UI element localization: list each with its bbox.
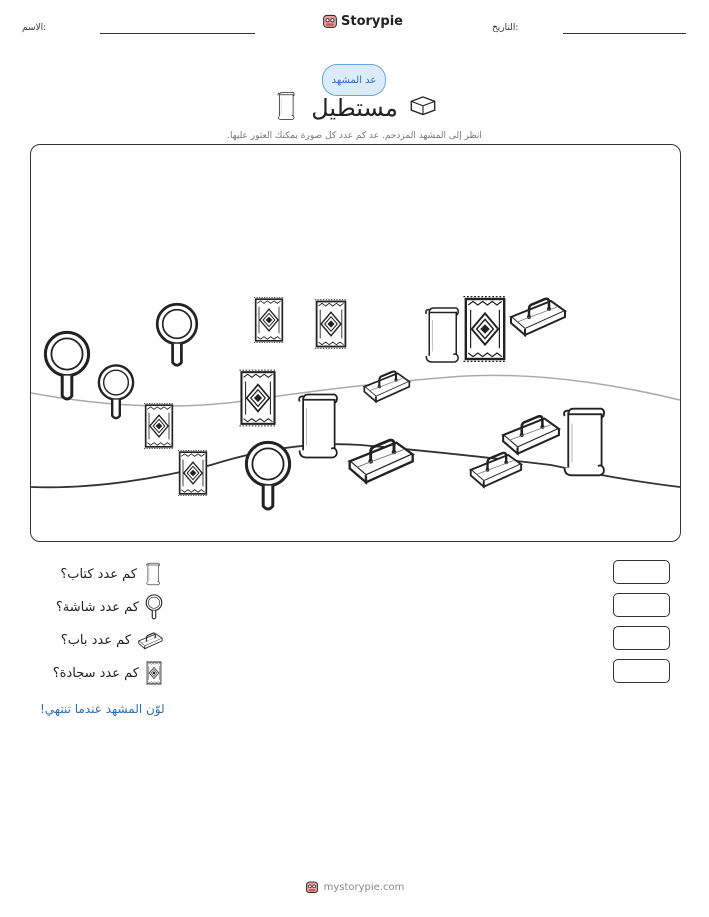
date-line[interactable] <box>563 33 686 34</box>
question-text: كم عدد باب؟ <box>60 632 131 648</box>
rug-icon <box>239 370 276 426</box>
question-text: كم عدد سجادة؟ <box>52 665 139 681</box>
question-row <box>53 661 163 685</box>
scroll-icon <box>564 409 604 476</box>
iron-icon <box>511 299 565 335</box>
question-row <box>60 562 163 586</box>
date-label: التاريخ: <box>492 23 519 33</box>
footer-url[interactable]: mystorypie.com <box>323 881 405 893</box>
mirror-icon <box>157 304 197 365</box>
rug-icon <box>315 300 347 349</box>
rug-icon <box>145 660 163 686</box>
crowded-scene <box>30 144 681 542</box>
footer <box>0 880 709 894</box>
scroll-icon <box>299 395 337 458</box>
question-text: كم عدد كتاب؟ <box>60 566 137 582</box>
iron-icon <box>503 416 559 453</box>
scroll-icon <box>426 308 458 362</box>
answer-box-scroll[interactable] <box>613 560 670 584</box>
rug-icon <box>254 298 284 343</box>
question-row <box>61 628 163 652</box>
name-label: الاسم: <box>22 23 47 33</box>
brand-text: Storypie <box>341 13 403 29</box>
storypie-logo-icon <box>322 13 338 29</box>
mirror-icon <box>45 332 88 399</box>
rug-icon <box>178 451 208 496</box>
page-title: مستطيل <box>311 94 398 122</box>
mirror-icon <box>99 365 133 418</box>
answer-box-iron[interactable] <box>613 626 670 650</box>
answer-box-mirror[interactable] <box>613 593 670 617</box>
iron-icon <box>137 630 163 650</box>
rug-icon <box>463 297 506 362</box>
answer-box-rug[interactable] <box>613 659 670 683</box>
brand-logo <box>322 13 403 29</box>
box-title-icon <box>408 94 438 116</box>
finish-instruction: لوّن المشهد عندما تنتهي! <box>40 702 165 716</box>
mirror-icon <box>145 594 163 620</box>
mirror-icon <box>246 442 289 509</box>
rug-icon <box>144 404 174 449</box>
scene-drawing <box>31 145 680 541</box>
question-row <box>56 595 163 619</box>
question-text: كم عدد شاشة؟ <box>55 599 139 615</box>
instruction-text: انظر إلى المشهد المزدحم. عد كم عدد كل صورة يمكنك العثور عليها. <box>227 131 482 141</box>
name-line[interactable] <box>100 33 255 34</box>
scroll-icon <box>143 562 163 586</box>
activity-badge: عد المشهد <box>322 64 386 96</box>
storypie-logo-icon <box>305 880 319 894</box>
iron-icon <box>364 372 409 402</box>
